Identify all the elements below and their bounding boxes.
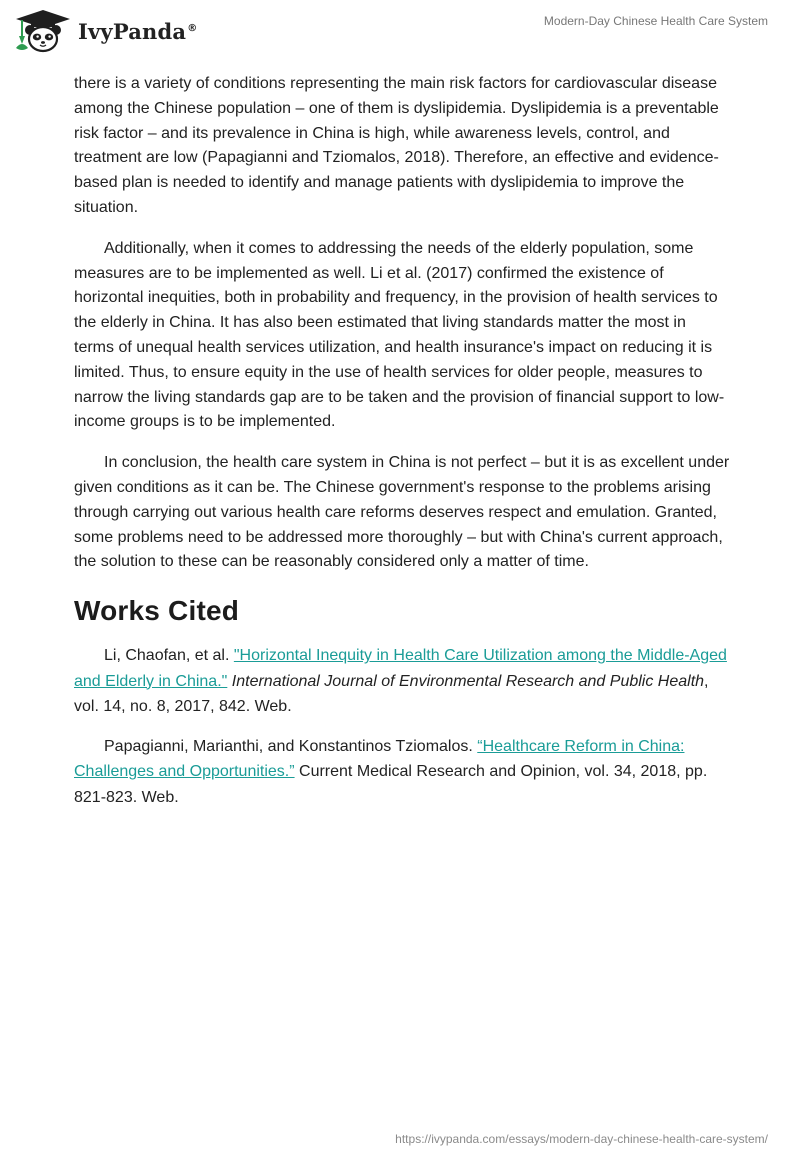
citation-link-papagianni[interactable]: “Healthcare Reform in China: Challenges and Opportunities.” (74, 737, 685, 781)
panda-graduate-icon (14, 8, 72, 54)
page-header (0, 0, 800, 62)
citation-details: Current Medical Research and Opinion, vol. 34, 2018, pp. 821-823. Web. (74, 763, 708, 806)
source-url[interactable]: https://ivypanda.com/essays/modern-day-chinese-health-care-system/ (395, 1132, 768, 1146)
document-title: Modern-Day Chinese Health Care System (543, 14, 768, 28)
essay-content (74, 72, 730, 824)
works-cited-heading: Works Cited (74, 595, 240, 627)
brand-name: IvyPanda® (78, 18, 198, 44)
citation-authors: Li, Chaofan, et al. (104, 647, 234, 665)
citation-papagianni (74, 734, 730, 811)
citation-link-li[interactable]: "Horizontal Inequity in Health Care Utilization among the Middle-Aged and Elderly in China." (74, 647, 727, 690)
ivypanda-logo[interactable] (14, 8, 197, 54)
citation-li (74, 643, 730, 720)
paragraph-continued: there is a variety of conditions representing the main risk factors for cardiovascular disease among the Chinese population – one of them is dyslipidemia. Dyslipidemia is a preventable risk factor – and its prevalence in China is high, while awareness levels, control, and treatment are low (Papagianni and Tziomalos, 2018). Therefore, an effective and evidence-based plan is needed to identify and manage patients with dyslipidemia to improve the situation. (74, 75, 719, 216)
paragraph-conclusion: In conclusion, the health care system in China is not perfect – but it is as excellent under given conditions as it can be. The Chinese government's response to the problems arising through carrying out various health care reforms deserves respect and emulation. Granted, some problems need to be addressed more thoroughly – but with China's current approach, the solution to these can be reasonably considered only a matter of time. (74, 454, 730, 571)
citation-journal: International Journal of Environmental Research and Public Health (227, 672, 705, 690)
paragraph-elderly: Additionally, when it comes to addressing the needs of the elderly population, some measures are to be implemented as well. Li et al. (2017) confirmed the existence of horizontal inequities, both in probability and frequency, in the provision of health services to the elderly in China. It has also been estimated that living standards matter the most in terms of unequal health services utilization, and health insurance's impact on reducing it is limited. Thus, to ensure equity in the use of health services for older people, measures to narrow the living standards gap are to be taken and the provision of financial support to low-income groups is to be implemented. (74, 239, 725, 431)
citation-authors: Papagianni, Marianthi, and Konstantinos Tziomalos. (104, 737, 478, 755)
citation-details: , vol. 14, no. 8, 2017, 842. Web. (74, 672, 709, 716)
